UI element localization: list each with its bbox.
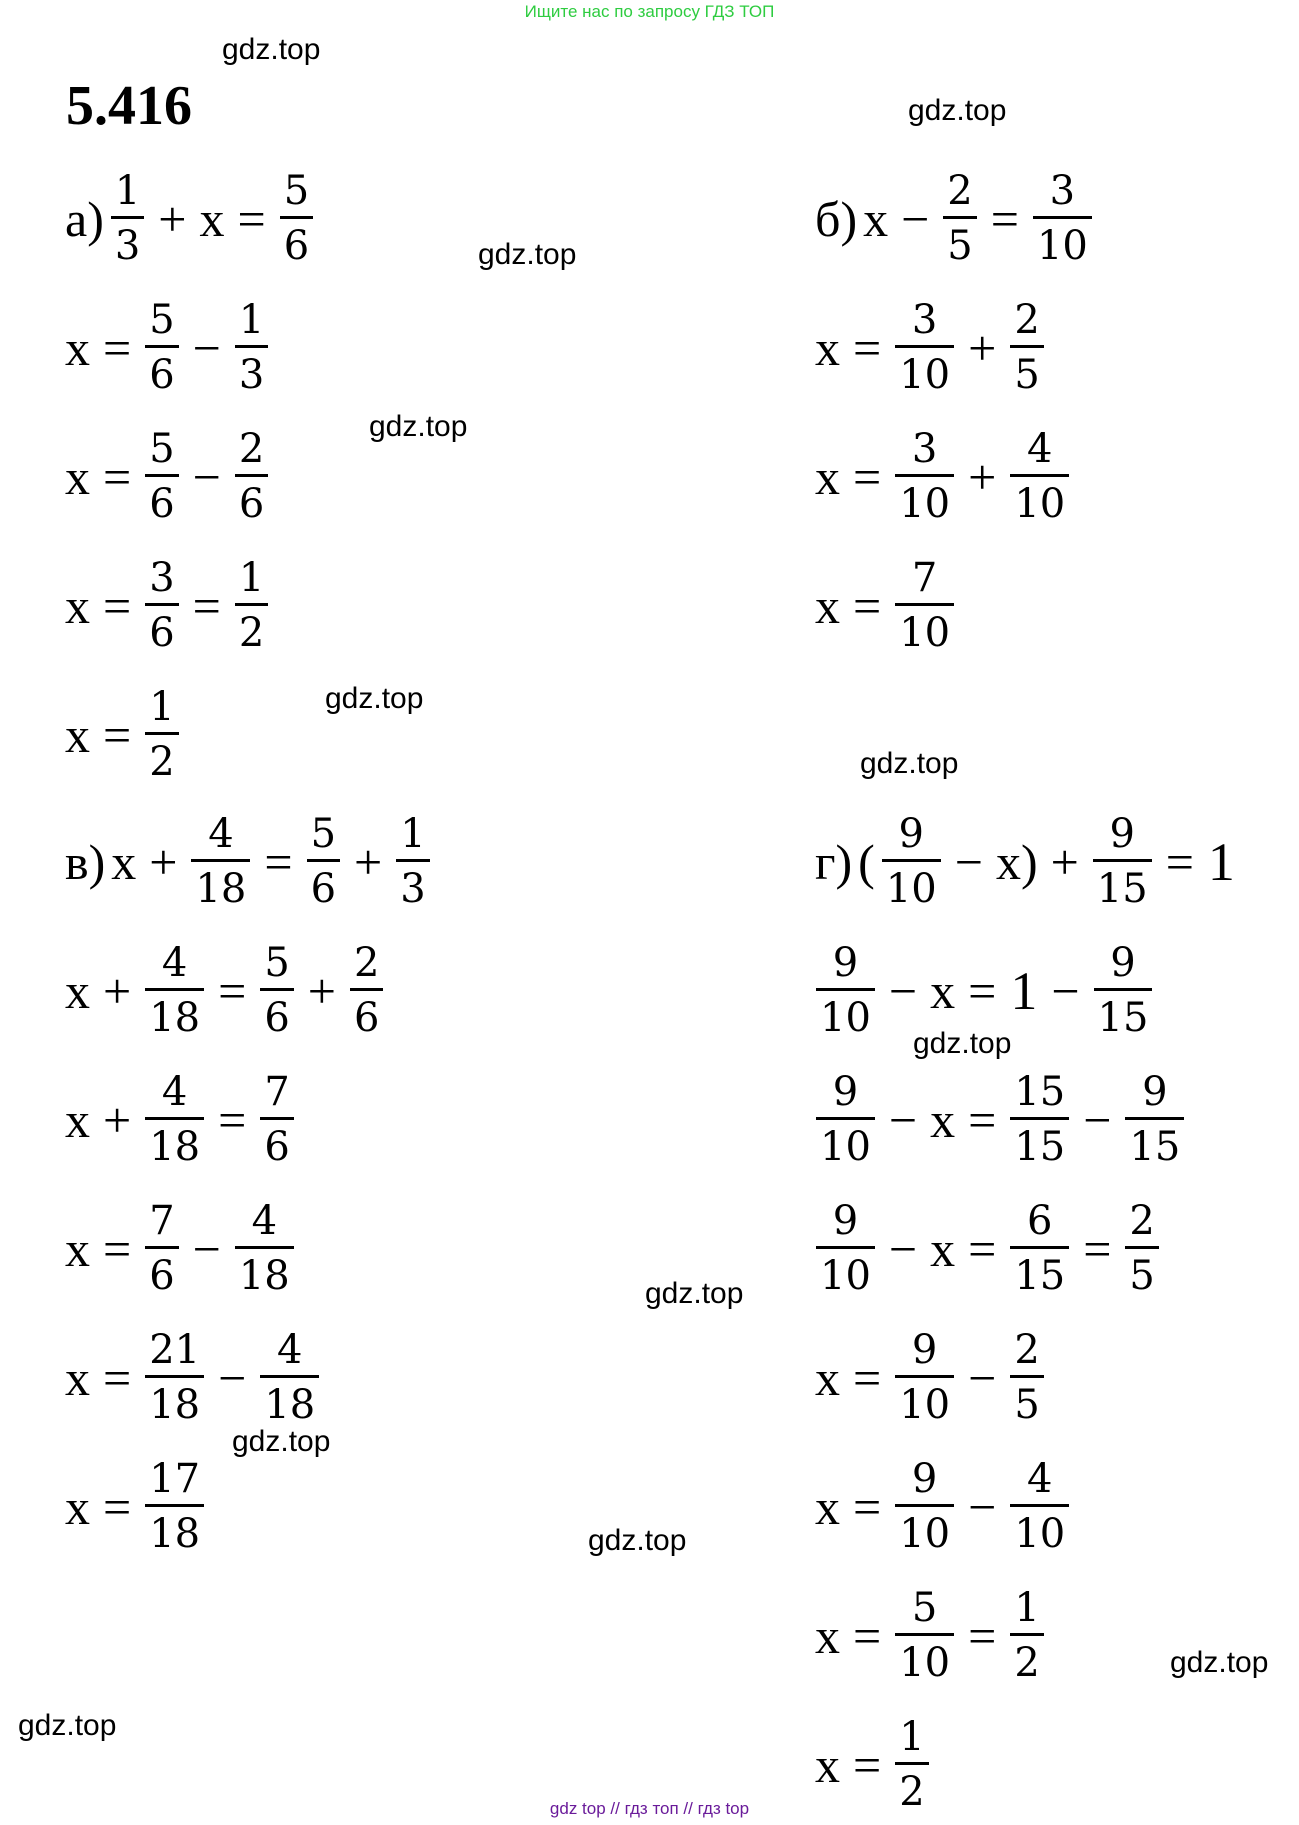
fraction-denominator: 5 (943, 216, 976, 269)
equation-line (62, 168, 317, 269)
math-term: x (65, 1478, 90, 1535)
fraction-denominator: 18 (145, 1375, 204, 1428)
fraction-denominator: 10 (816, 1117, 875, 1170)
fraction (145, 684, 178, 785)
operator: − (218, 1349, 247, 1406)
math-term: x (815, 1478, 840, 1535)
fraction-denominator: 15 (1125, 1117, 1184, 1170)
fraction-numerator: 15 (1014, 1069, 1066, 1115)
operator: + (1050, 833, 1079, 890)
fraction-denominator: 6 (235, 474, 268, 527)
fraction-numerator: 5 (149, 297, 175, 343)
fraction-denominator: 6 (280, 216, 313, 269)
operator: = (103, 1220, 132, 1277)
fraction (895, 1327, 954, 1428)
fraction-numerator: 5 (149, 426, 175, 472)
fraction-denominator: 10 (1010, 1504, 1069, 1557)
equation-line (812, 1585, 1048, 1686)
fraction-numerator: 4 (277, 1327, 303, 1373)
fraction (145, 1327, 204, 1428)
fraction (145, 940, 204, 1041)
fraction-denominator: 3 (111, 216, 144, 269)
fraction-numerator: 5 (264, 940, 290, 986)
fraction-numerator: 9 (1109, 811, 1135, 857)
fraction (1033, 168, 1092, 269)
fraction (1125, 1198, 1158, 1299)
fraction-denominator: 10 (1010, 474, 1069, 527)
fraction-denominator: 18 (145, 988, 204, 1041)
operator: − (888, 1091, 918, 1148)
fraction (307, 811, 340, 912)
watermark: gdz.top (860, 747, 959, 780)
operator: = (103, 319, 132, 376)
fraction-denominator: 15 (1010, 1246, 1069, 1299)
fraction-numerator: 1 (238, 297, 265, 343)
math-term: x) (995, 833, 1038, 890)
fraction-numerator: 9 (1142, 1069, 1168, 1115)
fraction-denominator: 10 (895, 1375, 954, 1428)
operator: = (853, 1478, 882, 1535)
watermark: gdz.top (645, 1277, 744, 1310)
watermark: gdz.top (325, 682, 424, 715)
fraction-numerator: 1 (149, 684, 175, 730)
fraction-denominator: 10 (895, 1504, 954, 1557)
operator: = (853, 577, 882, 634)
operator: − (968, 1478, 997, 1535)
math-term: ( (858, 833, 875, 890)
fraction (235, 426, 268, 527)
fraction-denominator: 3 (235, 345, 268, 398)
fraction-numerator: 2 (238, 426, 265, 472)
fraction-numerator: 5 (310, 811, 337, 857)
fraction-denominator: 6 (145, 603, 178, 656)
operator: = (990, 190, 1019, 247)
equation-line (812, 1198, 1163, 1299)
fraction (895, 297, 954, 398)
fraction (816, 1198, 875, 1299)
operator: − (1051, 962, 1080, 1019)
fraction-numerator: 9 (911, 1456, 938, 1502)
fraction-denominator: 10 (895, 474, 954, 527)
fraction (1010, 1327, 1043, 1428)
math-term: x (65, 1220, 90, 1277)
fraction-numerator: 2 (1014, 297, 1040, 343)
watermark: gdz.top (18, 1709, 117, 1742)
exercise-title: 5.416 (66, 75, 192, 137)
footer-links: gdz top // гдз топ // гдз top (549, 1799, 750, 1818)
equation-line (62, 297, 272, 398)
fraction-numerator: 4 (251, 1198, 278, 1244)
fraction (1010, 426, 1069, 527)
math-term: x (65, 448, 90, 505)
fraction-numerator: 9 (832, 1069, 859, 1115)
fraction-denominator: 5 (1125, 1246, 1158, 1299)
fraction-numerator: 17 (149, 1456, 201, 1502)
fraction-numerator: 3 (911, 426, 938, 472)
math-term: x (815, 448, 840, 505)
fraction-numerator: 7 (264, 1069, 290, 1115)
fraction (350, 940, 383, 1041)
fraction-numerator: 4 (161, 940, 188, 986)
operator: + (968, 448, 997, 505)
operator: − (968, 1349, 997, 1406)
watermark: gdz.top (222, 33, 321, 66)
fraction-denominator: 6 (260, 988, 293, 1041)
operator: = (968, 1091, 997, 1148)
operator: = (968, 962, 997, 1019)
fraction (235, 1198, 294, 1299)
fraction (816, 1069, 875, 1170)
math-term: x (930, 1091, 956, 1148)
fraction (145, 297, 178, 398)
fraction (1010, 1069, 1069, 1170)
math-term: а) (65, 190, 104, 247)
operator: = (1083, 1220, 1112, 1277)
fraction-numerator: 2 (947, 168, 973, 214)
fraction-denominator: 2 (235, 603, 268, 656)
equation-line (812, 555, 958, 656)
operator: = (853, 1736, 882, 1793)
operator: + (103, 962, 132, 1019)
fraction (895, 1456, 954, 1557)
operator: − (1083, 1091, 1112, 1148)
fraction-denominator: 10 (895, 1633, 954, 1686)
equation-line (812, 1327, 1048, 1428)
math-term: x (815, 1607, 840, 1664)
watermark: gdz.top (478, 238, 577, 271)
fraction (816, 940, 875, 1041)
fraction-numerator: 4 (1027, 426, 1053, 472)
operator: = (853, 448, 882, 505)
math-term: x (65, 706, 90, 763)
fraction-denominator: 18 (260, 1375, 319, 1428)
math-term: в) (65, 833, 106, 890)
fraction-numerator: 3 (911, 297, 938, 343)
fraction-denominator: 2 (145, 732, 178, 785)
operator: = (968, 1607, 997, 1664)
equation-line (62, 555, 272, 656)
operator: − (192, 448, 221, 505)
fraction-denominator: 3 (396, 859, 429, 912)
math-term: x (930, 962, 956, 1019)
fraction-numerator: 1 (1014, 1585, 1040, 1631)
equation-line (812, 168, 1096, 269)
fraction-numerator: 4 (161, 1069, 188, 1115)
math-term: x (111, 833, 137, 890)
math-term: x (65, 1091, 90, 1148)
fraction-numerator: 1 (899, 1714, 925, 1760)
fraction-numerator: 4 (1027, 1456, 1053, 1502)
fraction (111, 168, 144, 269)
fraction (145, 1069, 204, 1170)
operator: − (888, 1220, 918, 1277)
fraction (145, 426, 178, 527)
operator: + (149, 833, 178, 890)
fraction (1010, 1585, 1043, 1686)
operator: = (103, 448, 132, 505)
math-term: x (65, 319, 90, 376)
fraction (1094, 940, 1153, 1041)
fraction (396, 811, 429, 912)
operator: = (264, 833, 293, 890)
fraction (260, 1069, 293, 1170)
fraction-denominator: 6 (145, 474, 178, 527)
watermark: gdz.top (1170, 1646, 1269, 1679)
fraction-numerator: 2 (353, 940, 380, 986)
fraction (145, 555, 178, 656)
math-term: x (65, 962, 90, 1019)
operator: = (853, 319, 882, 376)
fraction (260, 940, 293, 1041)
fraction-denominator: 10 (816, 1246, 875, 1299)
fraction-denominator: 15 (1010, 1117, 1069, 1170)
math-term: x (815, 1349, 840, 1406)
fraction (895, 1585, 954, 1686)
fraction-denominator: 5 (1010, 1375, 1043, 1428)
watermark: gdz.top (588, 1524, 687, 1557)
operator: − (888, 962, 918, 1019)
operator: + (354, 833, 383, 890)
operator: = (853, 1607, 882, 1664)
math-term: x (863, 190, 889, 247)
fraction-numerator: 7 (149, 1198, 175, 1244)
equation-line (812, 940, 1156, 1041)
operator: = (237, 190, 266, 247)
equation-line (62, 1069, 298, 1170)
equation-line (812, 426, 1073, 527)
fraction-numerator: 21 (149, 1327, 201, 1373)
operator: = (1165, 833, 1194, 890)
fraction-denominator: 2 (895, 1762, 928, 1815)
fraction-numerator: 3 (1049, 168, 1076, 214)
equation-line (812, 1069, 1188, 1170)
watermark: gdz.top (369, 410, 468, 443)
fraction (1093, 811, 1152, 912)
operator: − (192, 319, 221, 376)
math-term: x (815, 577, 840, 634)
operator: = (192, 577, 221, 634)
fraction-numerator: 9 (911, 1327, 938, 1373)
equation-line (812, 297, 1048, 398)
fraction (145, 1198, 178, 1299)
math-term: x (815, 1736, 840, 1793)
fraction-numerator: 9 (898, 811, 924, 857)
math-term: x (930, 1220, 956, 1277)
equation-line (812, 1456, 1073, 1557)
operator: + (968, 319, 997, 376)
fraction (260, 1327, 319, 1428)
fraction (1010, 1198, 1069, 1299)
math-term: x (65, 1349, 90, 1406)
fraction-denominator: 18 (145, 1117, 204, 1170)
number: 1 (1207, 831, 1235, 892)
fraction-numerator: 1 (238, 555, 265, 601)
fraction-numerator: 6 (1027, 1198, 1053, 1244)
fraction (882, 811, 941, 912)
fraction-numerator: 9 (832, 1198, 859, 1244)
operator: − (954, 833, 983, 890)
fraction-numerator: 2 (1014, 1327, 1040, 1373)
watermark: gdz.top (908, 94, 1007, 127)
operator: + (158, 190, 187, 247)
equation-line (62, 1198, 298, 1299)
fraction-numerator: 4 (208, 811, 234, 857)
operator: = (853, 1349, 882, 1406)
fraction (191, 811, 250, 912)
operator: = (103, 1349, 132, 1406)
math-term: б) (815, 190, 858, 247)
operator: + (103, 1091, 132, 1148)
fraction (895, 555, 954, 656)
fraction (280, 168, 313, 269)
math-term: x (65, 577, 90, 634)
fraction-denominator: 10 (895, 345, 954, 398)
equation-line (62, 426, 272, 527)
fraction-denominator: 18 (235, 1246, 294, 1299)
fraction-denominator: 15 (1094, 988, 1153, 1041)
fraction-denominator: 6 (307, 859, 340, 912)
operator: − (192, 1220, 221, 1277)
fraction-denominator: 6 (260, 1117, 293, 1170)
fraction (235, 555, 268, 656)
watermark: gdz.top (232, 1425, 331, 1458)
fraction (895, 426, 954, 527)
fraction (145, 1456, 204, 1557)
math-term: x (815, 319, 840, 376)
fraction-numerator: 5 (283, 168, 310, 214)
operator: = (218, 1091, 247, 1148)
fraction (1010, 297, 1043, 398)
operator: = (103, 706, 132, 763)
fraction-numerator: 1 (400, 811, 426, 857)
operator: − (901, 190, 930, 247)
math-term: x (199, 190, 225, 247)
top-banner: Ищите нас по запросу ГДЗ ТОП (524, 2, 775, 21)
fraction-numerator: 9 (1110, 940, 1136, 986)
math-term: г) (815, 833, 853, 890)
fraction (1125, 1069, 1184, 1170)
fraction-denominator: 10 (816, 988, 875, 1041)
operator: = (218, 962, 247, 1019)
fraction (235, 297, 268, 398)
operator: = (103, 1478, 132, 1535)
fraction-denominator: 6 (350, 988, 383, 1041)
equation-line (62, 1456, 208, 1557)
fraction-denominator: 6 (145, 1246, 178, 1299)
fraction-denominator: 18 (191, 859, 250, 912)
fraction-denominator: 5 (1010, 345, 1043, 398)
fraction-numerator: 1 (114, 168, 141, 214)
equation-line (62, 684, 183, 785)
equation-line (62, 1327, 323, 1428)
fraction-denominator: 18 (145, 1504, 204, 1557)
equation-line (62, 940, 387, 1041)
fraction-denominator: 10 (1033, 216, 1092, 269)
fraction-numerator: 5 (911, 1585, 938, 1631)
fraction-numerator: 3 (149, 555, 175, 601)
fraction-denominator: 15 (1093, 859, 1152, 912)
operator: = (968, 1220, 997, 1277)
equation-line (812, 811, 1239, 912)
operator: = (103, 577, 132, 634)
equation-line (62, 811, 434, 912)
fraction-numerator: 9 (832, 940, 859, 986)
fraction-denominator: 10 (882, 859, 941, 912)
operator: + (307, 962, 336, 1019)
fraction (943, 168, 976, 269)
fraction-denominator: 2 (1010, 1633, 1043, 1686)
number: 1 (1010, 960, 1038, 1021)
fraction-denominator: 6 (145, 345, 178, 398)
fraction-numerator: 2 (1129, 1198, 1155, 1244)
fraction-denominator: 10 (895, 603, 954, 656)
fraction (1010, 1456, 1069, 1557)
fraction-numerator: 7 (911, 555, 938, 601)
watermark: gdz.top (913, 1027, 1012, 1060)
